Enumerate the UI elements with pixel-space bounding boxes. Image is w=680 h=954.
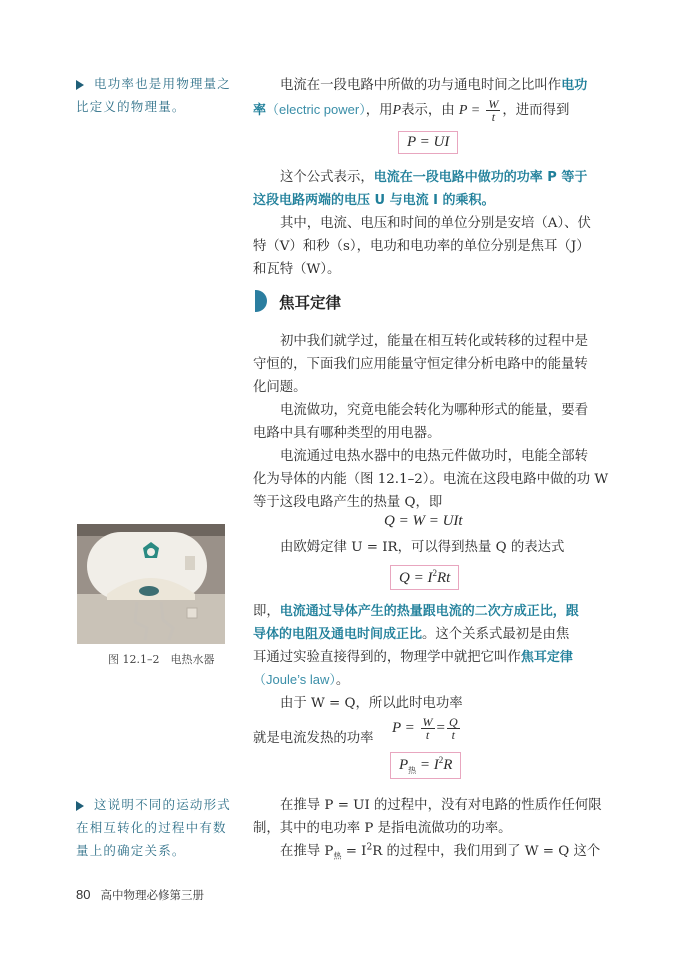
paragraph-line: 化问题。 (253, 380, 307, 395)
triangle-bullet-icon (76, 801, 84, 811)
paragraph-line: 电流通过电热水器中的电热元件做功时，电能全部转 (280, 449, 588, 464)
english-term: （electric power） (266, 102, 366, 117)
boxed-equation-heat-power: $P_热 = I^2R$ (390, 752, 461, 779)
paragraph-line: 导体的电阻及通电时间成正比。这个关系式最初是由焦 (253, 627, 570, 642)
side-note-2: 这说明不同的运动形式 在相互转化的过程中有数 量上的确定关系。 (76, 797, 232, 858)
paragraph-line: 由于 W = Q，所以此时电功率 (280, 696, 463, 711)
equation-heat-work: Q = W = UIt (384, 513, 463, 529)
water-heater-photo (77, 524, 225, 644)
key-statement: 电流在一段电路中做功的功率 P 等于 (373, 170, 588, 185)
paragraph-line: （Joule’s law）。 (253, 672, 350, 688)
triangle-bullet-icon (76, 80, 84, 90)
paragraph-line: 和瓦特（W）。 (253, 262, 341, 277)
paragraph-line: 电路中具有哪种类型的用电器。 (253, 426, 441, 441)
paragraph-line: 这个公式表示，电流在一段电路中做功的功率 P 等于 (280, 170, 588, 185)
heading-marker-icon (255, 290, 267, 312)
paragraph-line: 初中我们就学过，能量在相互转化或转移的过程中是 (280, 334, 588, 349)
page-footer (76, 887, 204, 903)
paragraph-line: 等于这段电路产生的热量 Q，即 (253, 495, 443, 510)
key-statement: 导体的电阻及通电时间成正比 (253, 627, 423, 642)
paragraph-line: 率（electric power），用P表示，由 P = $\frac{W}{t}$ ，进而得到 (253, 97, 570, 124)
key-statement: 电流通过导体产生的热量跟电流的二次方成正比，跟 (279, 604, 579, 619)
paragraph-line: 由欧姆定律 U = IR，可以得到热量 Q 的表达式 (280, 540, 565, 555)
equation-power-fraction: P = $\frac{W}{t}$ = $\frac{Q}{t}$ (392, 715, 458, 742)
paragraph-line: 电流做功，究竟电能会转化为哪种形式的能量，要看 (280, 403, 588, 418)
paragraph-line: 化为导体的内能（图 12.1–2）。电流在这段电路中做的功 W (253, 472, 609, 487)
fraction: $\frac{W}{t}$ (488, 97, 499, 124)
boxed-equation-power: P = UI (398, 131, 458, 154)
term-highlight: 电功 (561, 78, 588, 93)
paragraph-line: 即，电流通过导体产生的热量跟电流的二次方成正比，跟 (253, 604, 579, 619)
paragraph-line: 守恒的，下面我们应用能量守恒定律分析电路中的能量转 (253, 357, 588, 372)
paragraph-line: 电流在一段电路中所做的功与通电时间之比叫作电功 (280, 78, 588, 93)
paragraph-line: 耳通过实验直接得到的，物理学中就把它叫作焦耳定律 (253, 650, 573, 665)
paragraph-line: 其中，电流、电压和时间的单位分别是安培（A）、伏 (280, 216, 591, 231)
english-term: （Joule’s law） (253, 672, 336, 687)
page-number: 80 (76, 887, 91, 902)
paragraph-line (253, 189, 613, 208)
term-highlight: 焦耳定律 (520, 650, 573, 665)
boxed-equation-joule: $Q = I^2Rt$ (390, 565, 459, 590)
paragraph-line: 在推导 P = UI 的过程中，没有对电路的性质作任何限 (280, 798, 602, 813)
paragraph-line: 在推导 $P_热 = I^2R$ 的过程中，我们用到了 W = Q 这个 (280, 842, 601, 861)
side-note-1: 电功率也是用物理量之 比定义的物理量。 (76, 76, 232, 114)
paragraph-line: 就是电流发热的功率 (253, 731, 374, 746)
paragraph-line: 制，其中的电功率 P 是指电流做功的功率。 (253, 821, 512, 836)
paragraph-line: 特（V）和秒（s），电功和电功率的单位分别是焦耳（J） (253, 239, 590, 254)
key-statement: 这段电路两端的电压 U 与电流 I 的乘积。 (253, 193, 495, 208)
book-title: 高中物理必修第三册 (100, 888, 204, 902)
figure-caption: 图 12.1–2 电热水器 (108, 653, 215, 666)
